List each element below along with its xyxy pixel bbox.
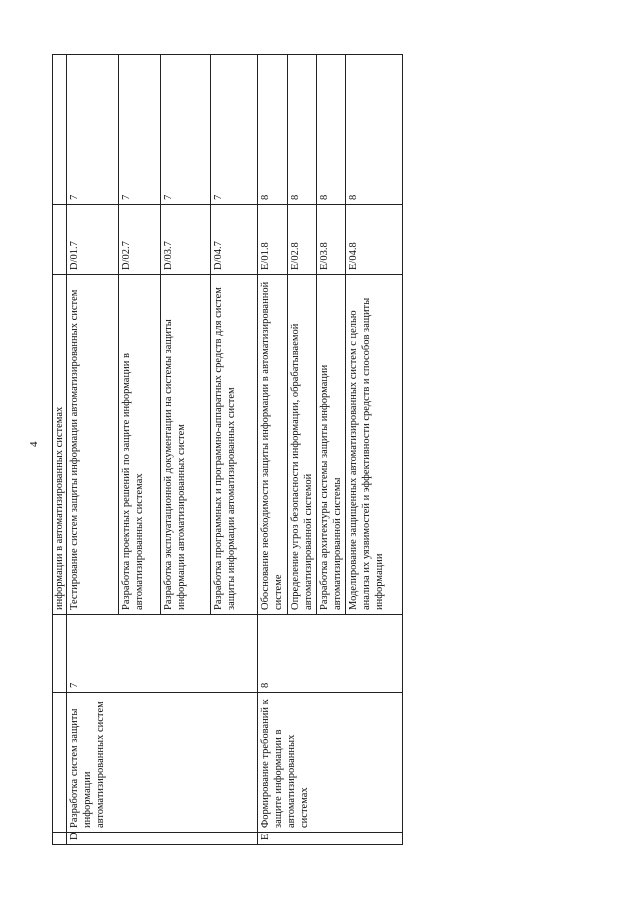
function-code: D/01.7 — [67, 205, 119, 275]
group-code: E — [258, 833, 403, 845]
function-level: 8 — [258, 55, 288, 205]
function-code: D/03.7 — [161, 205, 211, 275]
group-name: Разработка систем защиты информации автоматизированных систем — [67, 693, 258, 833]
function-code: D/02.7 — [119, 205, 161, 275]
function-name: Определение угроз безопасности информации, обрабатываемой автоматизированной системой — [288, 275, 317, 615]
function-level: 7 — [161, 55, 211, 205]
functions-table — [52, 54, 403, 845]
function-level: 7 — [119, 55, 161, 205]
carryover-cell — [53, 615, 67, 693]
function-name: Тестирование систем защиты информации автоматизированных систем — [67, 275, 119, 615]
carryover-text: информации в автоматизированных системах — [53, 275, 67, 615]
group-code: D — [67, 833, 258, 845]
function-name: Разработка эксплуатационной документации на системы защиты информации автоматизированных систем — [161, 275, 211, 615]
table-row — [67, 55, 119, 845]
function-code: E/04.8 — [346, 205, 403, 275]
function-level: 7 — [67, 55, 119, 205]
function-level: 7 — [211, 55, 258, 205]
carryover-cell — [53, 205, 67, 275]
function-level: 8 — [288, 55, 317, 205]
function-code: E/01.8 — [258, 205, 288, 275]
group-level: 8 — [258, 615, 403, 693]
function-code: D/04.7 — [211, 205, 258, 275]
function-level: 8 — [317, 55, 346, 205]
function-name: Разработка архитектуры системы защиты информации автоматизированной системы — [317, 275, 346, 615]
function-level: 8 — [346, 55, 403, 205]
function-name: Обоснование необходимости защиты информации в автоматизированной системе — [258, 275, 288, 615]
function-code: E/03.8 — [317, 205, 346, 275]
carryover-cell — [53, 693, 67, 833]
group-name: Формирование требований к защите информации в автоматизированных системах — [258, 693, 403, 833]
carryover-row — [53, 55, 67, 845]
function-name: Моделирование защищенных автоматизированных систем с целью анализа их уязвимостей и эффективности средств и способов защиты информации — [346, 275, 403, 615]
function-name: Разработка программных и программно-аппаратных средств для систем защиты информации автоматизированных систем — [211, 275, 258, 615]
carryover-cell — [53, 833, 67, 845]
carryover-cell — [53, 55, 67, 205]
rotated-page-content — [52, 55, 385, 845]
group-level: 7 — [67, 615, 258, 693]
table-row — [258, 55, 288, 845]
function-code: E/02.8 — [288, 205, 317, 275]
function-name: Разработка проектных решений по защите информации в автоматизированных системах — [119, 275, 161, 615]
page-number: 4 — [28, 441, 40, 447]
